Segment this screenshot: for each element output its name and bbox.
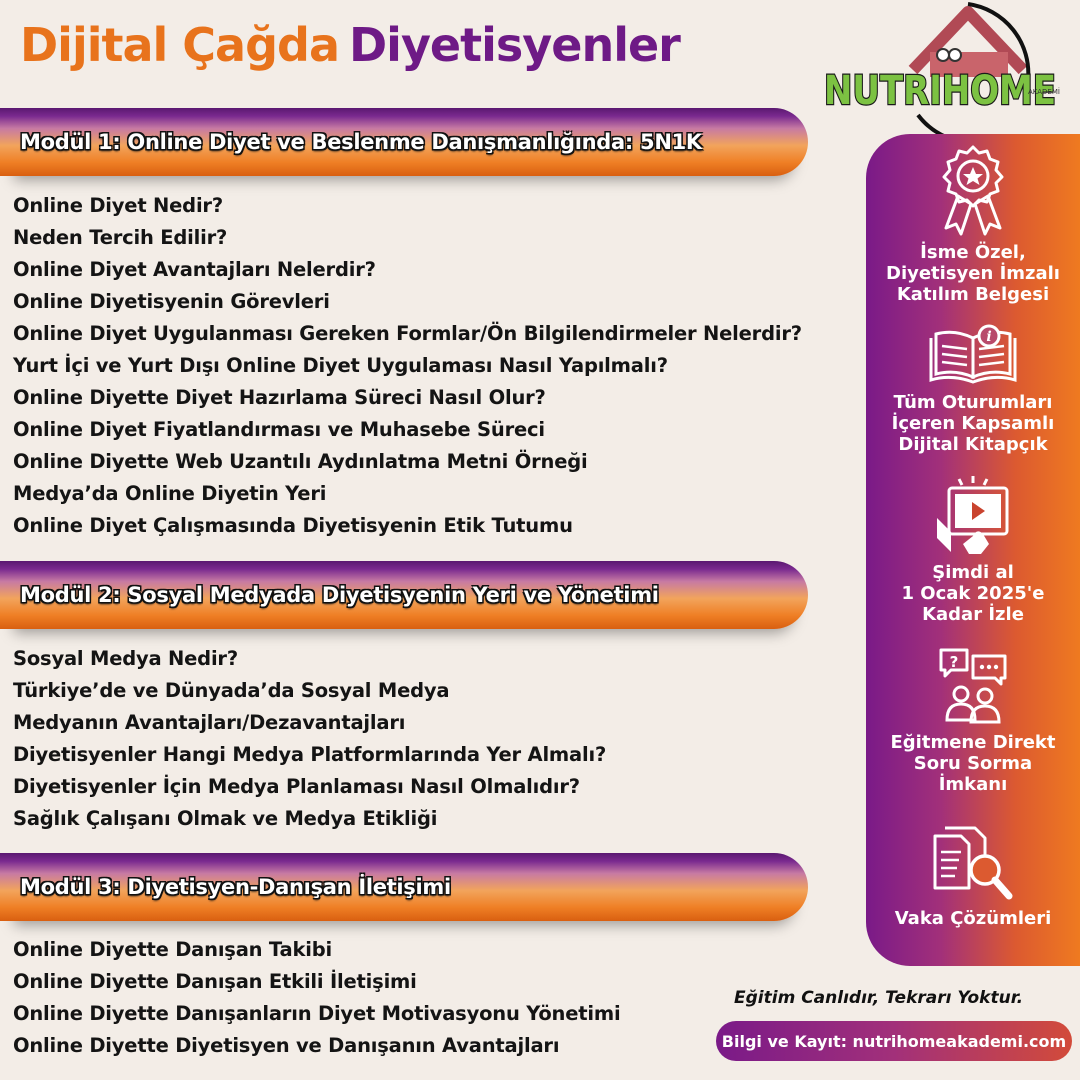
- document-search-icon: [931, 826, 1015, 902]
- features-panel: [866, 134, 1080, 966]
- feature-1-line-2: Diyetisyen İmzalı: [886, 263, 1060, 284]
- module-1-title: Modül 1: Online Diyet ve Beslenme Danışmanlığında: 5N1K: [20, 130, 702, 154]
- list-item: Online Diyet Avantajları Nelerdir?: [13, 258, 376, 281]
- feature-1-line-3: Katılım Belgesi: [896, 284, 1050, 305]
- list-item: Online Diyette Danışan Etkili İletişimi: [13, 970, 417, 993]
- title-part-orange: Dijital Çağda: [20, 18, 339, 72]
- title-part-purple: Diyetisyenler: [349, 18, 680, 72]
- list-item: Online Diyet Nedir?: [13, 194, 223, 217]
- list-item: Online Diyet Uygulanması Gereken Formlar/Ön Bilgilendirmeler Nelerdir?: [13, 322, 802, 345]
- logo-text: NUTRIHOME: [824, 68, 1056, 114]
- feature-2-line-1: Tüm Oturumları: [893, 392, 1053, 413]
- registration-link[interactable]: Bilgi ve Kayıt: nutrihomeakademi.com: [716, 1021, 1072, 1061]
- list-item: Diyetisyenler Hangi Medya Platformlarında Yer Almalı?: [13, 743, 607, 766]
- list-item: Neden Tercih Edilir?: [13, 226, 228, 249]
- feature-3-line-2: 1 Ocak 2025'e: [901, 583, 1045, 604]
- list-item: Yurt İçi ve Yurt Dışı Online Diyet Uygulaması Nasıl Yapılmalı?: [13, 354, 668, 377]
- question-chat-icon: [937, 646, 1009, 726]
- tablet-play-icon: [933, 474, 1013, 556]
- logo-subtext: AKADEMİ: [1028, 88, 1060, 96]
- list-item: Online Diyetisyenin Görevleri: [13, 290, 330, 313]
- list-item: Online Diyet Fiyatlandırması ve Muhasebe Süreci: [13, 418, 545, 441]
- feature-2-line-2: İçeren Kapsamlı: [891, 413, 1055, 434]
- feature-4-line-3: İmkanı: [938, 774, 1008, 795]
- feature-3-line-1: Şimdi al: [932, 562, 1014, 583]
- feature-booklet: [866, 324, 1080, 455]
- feature-3-line-3: Kadar İzle: [922, 604, 1024, 625]
- svg-text:?: ?: [949, 653, 959, 671]
- feature-certificate: [866, 144, 1080, 305]
- live-notice: Eğitim Canlıdır, Tekrarı Yoktur.: [734, 988, 1024, 1008]
- list-item: Medyanın Avantajları/Dezavantajları: [13, 711, 406, 734]
- list-item: Online Diyette Diyetisyen ve Danışanın Avantajları: [13, 1034, 560, 1057]
- module-3-list: [13, 934, 620, 1062]
- feature-4-line-1: Eğitmene Direkt: [890, 732, 1056, 753]
- page-title: [20, 18, 680, 72]
- list-item: Sosyal Medya Nedir?: [13, 647, 238, 670]
- list-item: Online Diyet Çalışmasında Diyetisyenin Etik Tutumu: [13, 514, 573, 537]
- module-3-banner: [0, 853, 808, 921]
- feature-4-line-2: Soru Sorma: [913, 753, 1033, 774]
- svg-text:i: i: [986, 329, 992, 345]
- feature-cases: [866, 826, 1080, 929]
- module-2-banner: [0, 561, 808, 629]
- feature-replay: [866, 474, 1080, 625]
- list-item: Diyetisyenler İçin Medya Planlaması Nasıl Olmalıdır?: [13, 775, 580, 798]
- module-3-title: Modül 3: Diyetisyen-Danışan İletişimi: [20, 875, 451, 899]
- list-item: Online Diyette Danışan Takibi: [13, 938, 332, 961]
- list-item: Sağlık Çalışanı Olmak ve Medya Etikliği: [13, 807, 438, 830]
- award-ribbon-icon: [938, 144, 1008, 236]
- list-item: Online Diyette Web Uzantılı Aydınlatma Metni Örneği: [13, 450, 588, 473]
- feature-qa: [866, 646, 1080, 795]
- nutrihome-logo: [818, 0, 1063, 145]
- list-item: Medya’da Online Diyetin Yeri: [13, 482, 327, 505]
- module-1-list: [13, 190, 802, 542]
- open-book-icon: [927, 324, 1019, 386]
- list-item: Online Diyette Diyet Hazırlama Süreci Nasıl Olur?: [13, 386, 546, 409]
- module-2-title: Modül 2: Sosyal Medyada Diyetisyenin Yeri ve Yönetimi: [20, 583, 659, 607]
- feature-5-line-1: Vaka Çözümleri: [894, 908, 1052, 929]
- module-1-banner: [0, 108, 808, 176]
- list-item: Online Diyette Danışanların Diyet Motivasyonu Yönetimi: [13, 1002, 621, 1025]
- feature-1-line-1: İsme Özel,: [920, 242, 1026, 263]
- list-item: Türkiye’de ve Dünyada’da Sosyal Medya: [13, 679, 450, 702]
- feature-2-line-3: Dijital Kitapçık: [898, 434, 1048, 455]
- module-2-list: [13, 643, 606, 835]
